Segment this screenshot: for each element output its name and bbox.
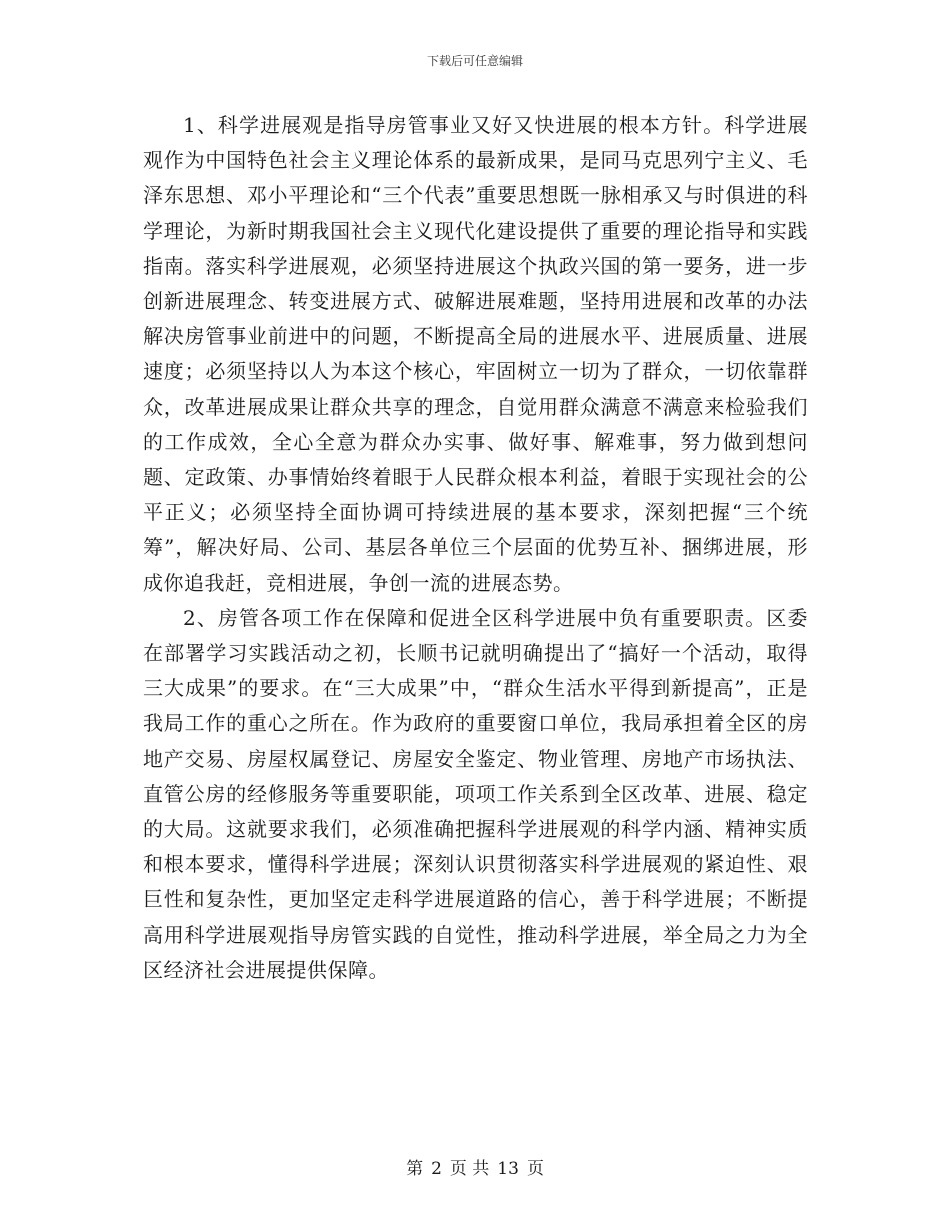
paragraph-2: 2、房管各项工作在保障和促进全区科学进展中负有重要职责。区委在部署学习实践活动之初，长顺书记就明确提出了“搞好一个活动，取得三大成果”的要求。在“三大成果”中，“群众生活水平得到新提高”，正是我局工作的重心之所在。作为政府的重要窗口单位，我局承担着全区的房地产交易、房屋权属登记、房屋安全鉴定、物业管理、房地产市场执法、直管公房的经修服务等重要职能，项项工作关系到全区改革、进展、稳定的大局。这就要求我们，必须准确把握科学进展观的科学内涵、精神实质和根本要求，懂得科学进展；深刻认识贯彻落实科学进展观的紧迫性、艰巨性和复杂性，更加坚定走科学进展道路的信心，善于科学进展；不断提高用科学进展观指导房管实践的自觉性，推动科学进展，举全局之力为全区经济社会进展提供保障。 — [143, 605, 808, 982]
footer-total-pages: 13 — [497, 1159, 519, 1179]
page-footer — [0, 1154, 950, 1179]
header-note: 下载后可任意编辑 — [426, 54, 523, 68]
footer-prefix: 第 — [406, 1159, 424, 1179]
document-body — [143, 108, 808, 988]
paragraph-1: 1、科学进展观是指导房管事业又好又快进展的根本方针。科学进展观作为中国特色社会主义理论体系的最新成果，是同马克思列宁主义、毛泽东思想、邓小平理论和“三个代表”重要思想既一脉相承又与时俱进的科学理论，为新时期我国社会主义现代化建设提供了重要的理论指导和实践指南。落实科学进展观，必须坚持进展这个执政兴国的第一要务，进一步创新进展理念、转变进展方式、破解进展难题，坚持用进展和改革的办法解决房管事业前进中的问题，不断提高全局的进展水平、进展质量、进展速度；必须坚持以人为本这个核心，牢固树立一切为了群众，一切依靠群众，改革进展成果让群众共享的理念，自觉用群众满意不满意来检验我们的工作成效，全心全意为群众办实事、做好事、解难事，努力做到想问题、定政策、办事情始终着眼于人民群众根本利益，着眼于实现社会的公平正义；必须坚持全面协调可持续进展的基本要求，深刻把握“三个统筹”，解决好局、公司、基层各单位三个层面的优势互补、捆绑进展，形成你追我赶，竞相进展，争创一流的进展态势。 — [143, 113, 808, 595]
footer-suffix: 页 — [526, 1159, 544, 1179]
footer-middle: 页 共 — [449, 1159, 490, 1179]
footer-page-number: 2 — [431, 1159, 442, 1179]
